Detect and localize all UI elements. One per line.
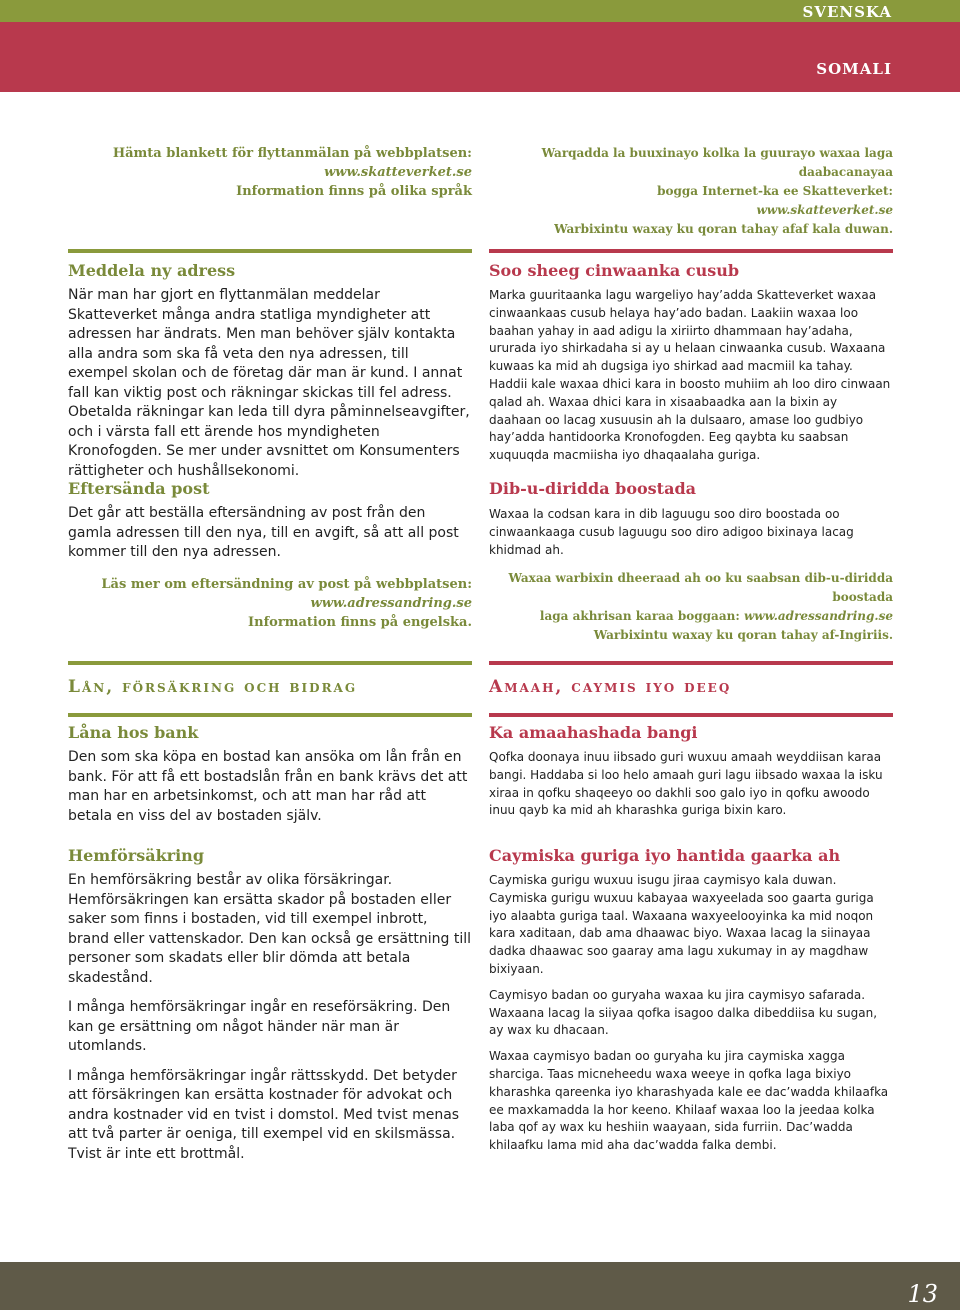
page-number: 13 [907, 1280, 938, 1308]
heading-caymis: Caymiska guriga iyo hantida gaarka ah [489, 846, 841, 865]
section-eftersanda [68, 479, 472, 632]
heading-meddela: Meddela ny adress [68, 261, 236, 280]
heading-lana: Låna hos bank [68, 723, 199, 742]
section-soo-sheeg [489, 249, 893, 465]
note-url-link[interactable]: www.skatteverket.se [756, 203, 893, 217]
section-hemforsakring [68, 846, 472, 1164]
note-dib-u-diridda [489, 569, 893, 645]
section-title: Amaah, caymis iyo deeq [489, 677, 732, 697]
note-url-link[interactable]: www.skatteverket.se [324, 165, 472, 180]
top-note-swedish [68, 144, 472, 201]
body-dib-u-diridda: Waxaa la codsan kara in dib laguugu soo diro boostada oo cinwaankaaga cusub laguugu soo diro adigoo bixinaya lacag khidmad ah. [489, 507, 854, 557]
note-line: Waxaa warbixin dheeraad ah oo ku saabsan dib-u-diridda boostada [508, 571, 893, 605]
note-url-link[interactable]: www.adressandring.se [743, 609, 893, 624]
divider [489, 661, 893, 665]
divider [68, 661, 472, 665]
heading-soo-sheeg: Soo sheeg cinwaanka cusub [489, 261, 740, 280]
body-eftersanda: Det går att beställa eftersändning av post från den gamla adressen till den nya, till en avgift, så att all post kommer till den nya adressen. [68, 505, 459, 560]
note-line-with-url: laga akhrisan karaa boggaan: www.adressandring.se [539, 609, 893, 624]
top-red-band [0, 22, 960, 92]
note-line: Information finns på olika språk [236, 184, 472, 199]
note-line: Information finns på engelska. [248, 614, 472, 630]
note-eftersanda [68, 575, 472, 632]
heading-hemforsakring: Hemförsäkring [68, 846, 204, 865]
top-green-band [0, 0, 960, 22]
body-soo-sheeg: Marka guuritaanka lagu wargeliyo hay’adda Skatteverket waxaa cinwaankaas cusub helaya hay’ado badan. Laakiin waxaa loo baahan yahay in aad adigu la xiriirto dhammaan hay’adaha, ururada iyo shirkadaha si ay u helaan cinwaanka cusub. Waxaana kuwaas ka mid ah dugsiga iyo shirkad aad macmiil ka tahay. Haddii kale waxaa dhici kara in boosto muhiim ah loo diro cinwaan qalad ah. Waxaa dhici kara in xisaabaadka aan la bixin ay daahaan oo lacag xusuusin ah la dulsaaro, amase loo gudbiyo hay’adda hantidoorka Kronofogden. Eeg qaybta ku saabsan xuquuqda macmiisha iyo dhaqaalaha guriga. [489, 288, 891, 463]
body-hemforsakring-p2: I många hemförsäkringar ingår en reseförsäkring. Den kan ge ersättning om något händer när man är utomlands. [68, 999, 451, 1054]
section-title: Lån, försäkring och bidrag [68, 677, 358, 697]
body-amaah: Qofka doonaya inuu iibsado guri wuxuu amaah weyddiisan karaa bangi. Haddaba si loo helo amaah guri lagu iibsado waxaa la isku xiraa in qofku shaqeeyo oo dakhli soo galo iyo in qofku awoodo inuu qayb ka mid ah kharashka guriga bixin karo. [489, 750, 883, 818]
note-url-link[interactable]: www.adressandring.se [310, 595, 472, 611]
section-caymis [489, 846, 893, 1155]
note-line: Warqadda la buuxinayo kolka la guurayo waxaa laga daabacanayaa [541, 146, 893, 179]
footer-band [0, 1262, 960, 1310]
note-line: Warbixintu waxay ku qoran tahay afaf kala duwan. [554, 222, 893, 236]
heading-dib-u-diridda: Dib-u-diridda boostada [489, 479, 696, 498]
section-dib-u-diridda [489, 479, 893, 645]
body-lana: Den som ska köpa en bostad kan ansöka om lån från en bank. För att få ett bostadslån från en bank krävs det att man har en arbetsinkomst, och att man har råd att betala en viss del av bostaden själv. [68, 749, 468, 824]
note-line: Läs mer om eftersändning av post på webbplatsen: [101, 576, 472, 592]
heading-eftersanda: Eftersända post [68, 479, 210, 498]
section-lana [68, 713, 472, 826]
note-line: bogga Internet-ka ee Skatteverket: [657, 184, 893, 198]
divider [68, 249, 472, 253]
section-title-somali [489, 661, 893, 697]
top-note-somali [489, 144, 893, 239]
heading-amaah: Ka amaahashada bangi [489, 723, 698, 742]
body-hemforsakring-p3: I många hemförsäkringar ingår rättsskydd. Det betyder att försäkringen kan ersätta kostnader för advokat och andra kostnader vid en tvist i domstol. Med tvist menas att två parter är oeniga, till exempel vid en skilsmässa. Tvist är inte ett brottmål. [68, 1067, 460, 1162]
divider [489, 713, 893, 717]
divider [68, 713, 472, 717]
section-meddela [68, 249, 472, 481]
body-hemforsakring-p1: En hemförsäkring består av olika försäkringar. Hemförsäkringen kan ersätta skador på bostaden eller saker som finns i bostaden, vid till exempel inbrott, brand eller vattenskador. Den kan också ge ersättning till personer som skadats eller blir dömda att betala skadestånd. [68, 872, 472, 986]
body-caymis-p1: Caymiska gurigu wuxuu isugu jiraa caymisyo kala duwan. Caymiska gurigu wuxuu kabayaa waxyeelada soo gaarta guriga iyo alaabta guriga taal. Waxaana waxyeelooyinka ka mid noqon kara xaditaan, dab ama dhaawac biyo. Waxaa lacag la siinayaa dadka dhaawac soo gaaray ama lagu xukumay in ay magdhaw bixiyaan. [489, 873, 874, 976]
divider [489, 249, 893, 253]
body-caymis-p2: Caymisyo badan oo guryaha waxaa ku jira caymisyo safarada. Waxaana lacag la siiyaa qofka isagoo dalka dibeddiisa ku sugan, ay wax ku dhacaan. [489, 987, 878, 1038]
language-label-swedish: SVENSKA [802, 3, 892, 21]
section-amaah [489, 713, 893, 820]
body-caymis-p3: Waxaa caymisyo badan oo guryaha ku jira caymiska xagga sharciga. Taas micneheedu waxa weeye in qofka laga bixiyo kharashka qareenka iyo kharashyada kale ee dac’wadda khilaafka ee maxkamadda la hor keeno. Khilaaf waxaa loo la jeedaa kolka laba qof ay wax ku heshiin waayaan, sida furriin. Dac’wadda khilaafku lama mid aha dac’wadda falka dembi. [489, 1049, 889, 1153]
note-line: Hämta blankett för flyttanmälan på webbplatsen: [112, 146, 472, 161]
language-label-somali: SOMALI [816, 60, 892, 78]
section-title-swedish [68, 661, 472, 697]
note-line: Warbixintu waxay ku qoran tahay af-Ingiriis. [593, 628, 893, 643]
body-meddela: När man har gjort en flyttanmälan meddelar Skatteverket många andra statliga myndigheter att adressen har ändrats. Men man behöver själv kontakta alla andra som ska få veta den nya adressen, till exempel skolan och de företag där man är kund. I annat fall kan viktig post och räkningar skickas till fel adress. Obetalda räkningar kan leda till dyra påminnelseavgifter, och i värsta fall ett ärende hos myndigheten Kronofogden. Se mer under avsnittet om Konsumenters rättigheter och hushållsekonomi. [68, 287, 470, 479]
